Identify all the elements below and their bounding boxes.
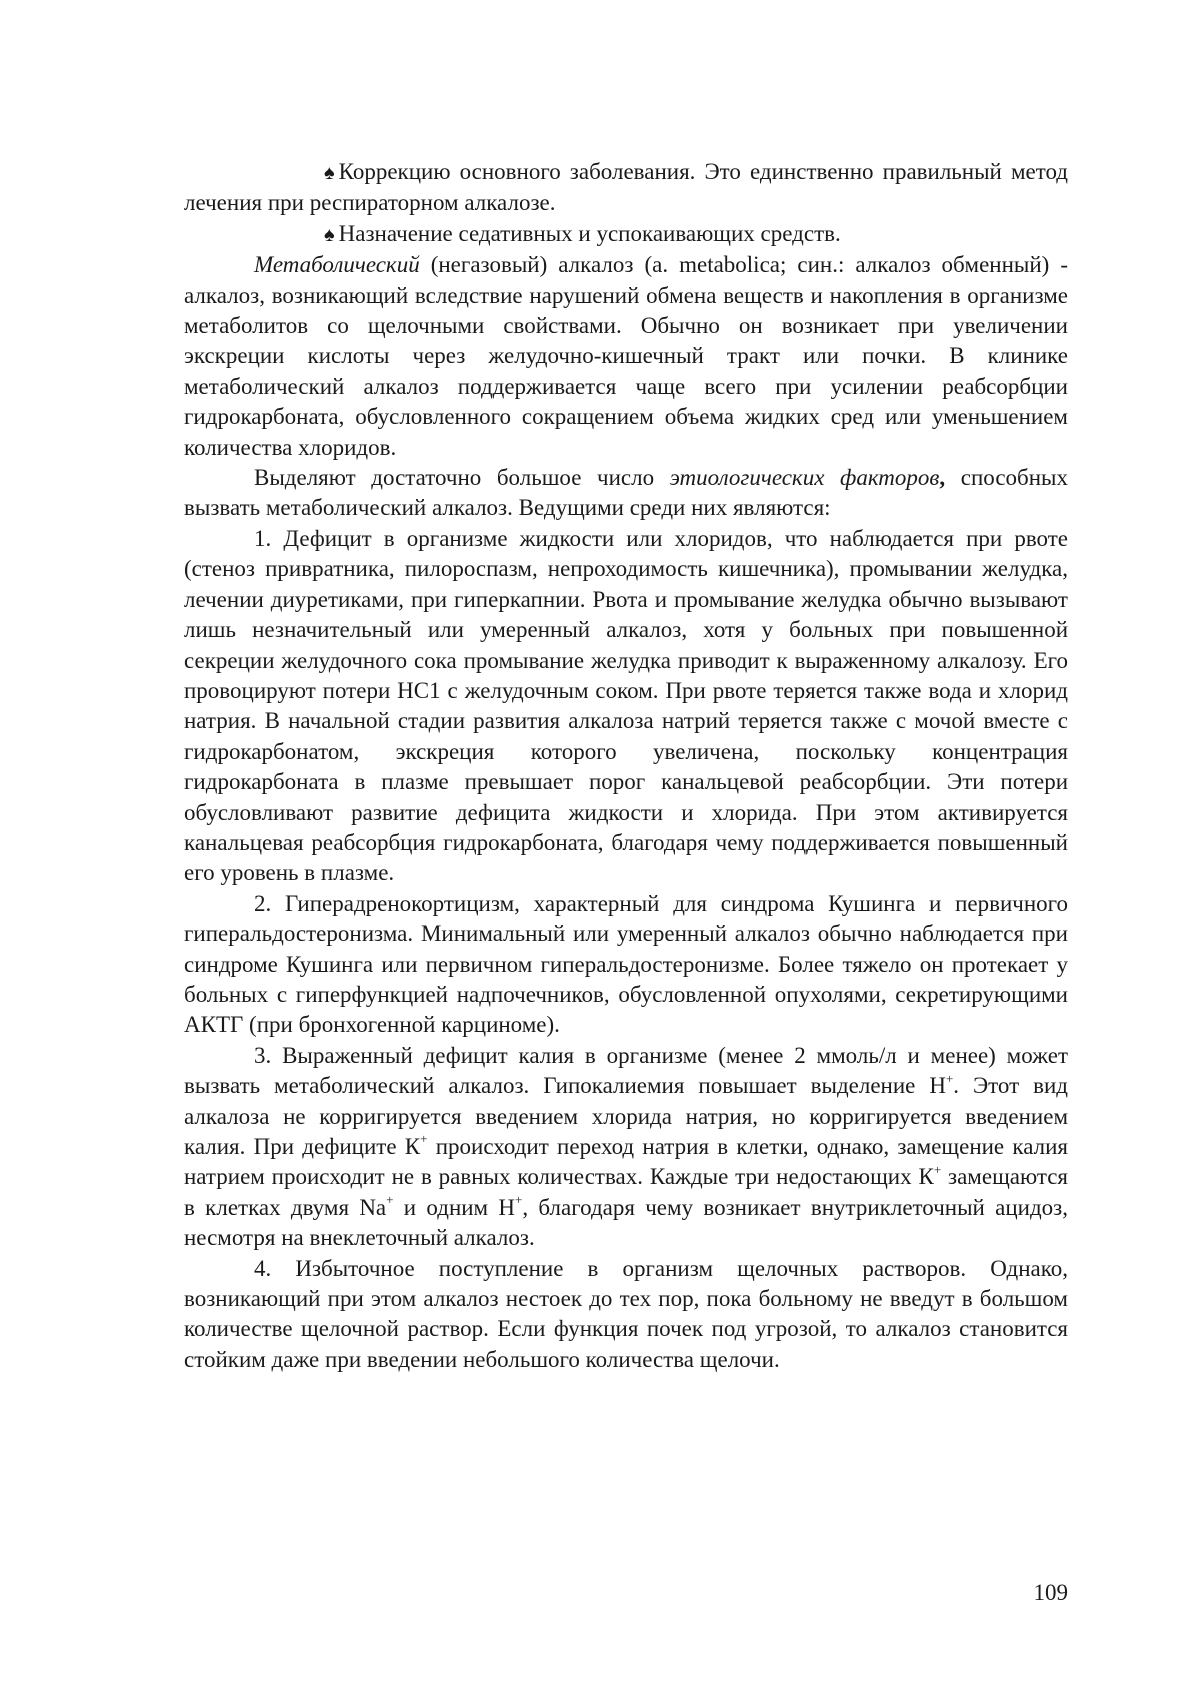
- bullet-paragraph: [184, 157, 1068, 219]
- item3-text: 3. Выраженный дефицит калия в организме (менее 2 ммоль/л и менее) может вызвать метаболический алкалоз. Гипокалиемия повышает выделение Н: [184, 1042, 1068, 1099]
- superscript-plus: +: [420, 1131, 428, 1147]
- spade-bullet-icon: ♠: [324, 162, 335, 184]
- definition-text: (негазовый) алкалоз (a. metabolica; син.: алкалоз обменный) - алкалоз, возникающий вследствие нарушений обмена веществ и накопления в организме метаболитов со щелочными свойствами. Обычно он возникает при увеличении экскреции кислоты через желудочно-кишечный тракт или почки. В клинике метаболический алкалоз поддерживается чаще всего при усилении реабсорбции гидрокарбоната, обусловленного сокращением объема жидких сред или уменьшением количества хлоридов.: [184, 252, 1068, 460]
- list-item-3: [184, 1041, 1068, 1254]
- factors-intro-before: Выделяют достаточно большое число: [254, 465, 670, 491]
- spade-bullet-icon: ♠: [324, 223, 335, 246]
- page-text: [184, 157, 1068, 1375]
- item3-text: замещаются в клетках двумя Na: [184, 1164, 1068, 1220]
- superscript-plus: +: [515, 1192, 523, 1208]
- factors-term: этиологических факторов: [669, 465, 940, 491]
- superscript-plus: +: [945, 1070, 954, 1086]
- item3-text: . Этот вид алкалоза не корригируется введением хлорида натрия, но корригируется введением калия. При дефиците К: [184, 1073, 1068, 1159]
- factors-intro-paragraph: [184, 463, 1068, 524]
- list-item-1: 1. Дефицит в организме жидкости или хлоридов, что наблюдается при рвоте (стеноз привратника, пилороспазм, непроходимость кишечника), промывании желудка, лечении диуретиками, при гиперкапнии. Рвота и промывание желудка обычно вызывают лишь незначительный или умеренный алкалоз, хотя у больных при повышенной секреции желудочного сока промывание желудка приводит к выраженному алкалозу. Его провоцируют потери НС1 с желудочным соком. При рвоте теряется также вода и хлорид натрия. В начальной стадии развития алкалоза натрий теряется также с мочой вместе с гидрокарбонатом, экскреция которого увеличена, поскольку концентрация гидрокарбоната в плазме превышает порог канальцевой реабсорбции. Эти потери обусловливают развитие дефицита жидкости и хлорида. При этом активируется канальцевая реабсорбция гидрокарбоната, благодаря чему поддерживается повышенный его уровень в плазме.: [184, 525, 1068, 886]
- item3-text: происходит переход натрия в клетки, однако, замещение калия натрием происходит не в равных количествах. Каждые три недостающих К: [184, 1134, 1068, 1190]
- bullet-text: Назначение седативных и успокаивающих средств.: [338, 220, 841, 246]
- superscript-plus: +: [386, 1192, 394, 1208]
- definition-term: Метаболический: [254, 252, 420, 278]
- factors-comma: ,: [939, 465, 946, 491]
- definition-paragraph: [184, 250, 1068, 463]
- item3-text: и одним Н: [393, 1194, 516, 1220]
- list-item-4: 4. Избыточное поступление в организм щелочных растворов. Однако, возникающий при этом алкалоз нестоек до тех пор, пока больному не введут в большом количестве щелочной раствор. Если функция почек под угрозой, то алкалоз становится стойким даже при введении небольшого количества щелочи.: [184, 1255, 1068, 1372]
- item3-text: , благодаря чему возникает внутриклеточный ацидоз, несмотря на внеклеточный алкалоз.: [184, 1194, 1068, 1251]
- list-item-2: 2. Гиперадренокортицизм, характерный для синдрома Кушинга и первичного гиперальдостеронизма. Минимальный или умеренный алкалоз обычно наблюдается при синдроме Кушинга или первичном гиперальдостеронизме. Более тяжело он протекает у больных с гиперфункцией надпочечников, обусловленной опухолями, секретирующими АКТГ (при бронхогенной карциноме).: [184, 890, 1068, 1038]
- superscript-plus: +: [933, 1161, 942, 1177]
- factors-intro-after: способных вызвать метаболический алкалоз. Ведущими среди них являются:: [184, 465, 1069, 521]
- page-number: 109: [1033, 1580, 1068, 1605]
- bullet-paragraph: [184, 219, 1068, 250]
- bullet-text: Коррекцию основного заболевания. Это единственно правильный метод лечения при респираторном алкалозе.: [184, 159, 1068, 216]
